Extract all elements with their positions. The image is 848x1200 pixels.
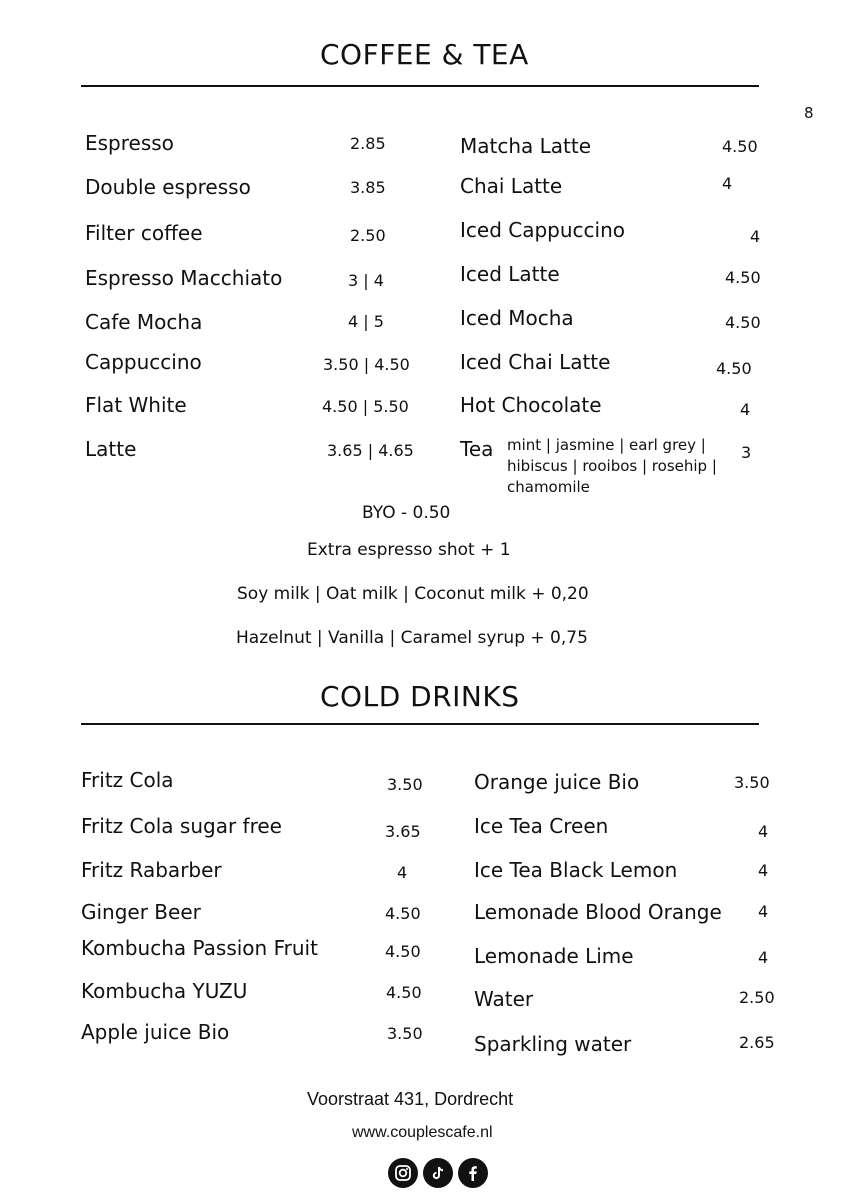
menu-item-name: Lemonade Lime (474, 944, 634, 968)
menu-item-name: Ginger Beer (81, 900, 201, 924)
menu-item-price: 2.85 (350, 134, 386, 153)
menu-item-name: Iced Chai Latte (460, 350, 611, 374)
menu-item-price: 3 | 4 (348, 271, 384, 290)
menu-item-name: Chai Latte (460, 174, 563, 198)
menu-item-price: 4 (758, 822, 769, 841)
menu-item-price: 4 (740, 400, 751, 419)
menu-item-price: 3.65 | 4.65 (327, 441, 414, 460)
menu-item-price: 4 (750, 227, 761, 246)
menu-item-name: Matcha Latte (460, 134, 592, 158)
cold-drinks-divider (81, 723, 759, 725)
menu-item-name: Espresso Macchiato (85, 266, 283, 290)
page-number: 8 (804, 104, 814, 122)
menu-item-name: Water (474, 987, 534, 1011)
facebook-icon[interactable] (458, 1158, 488, 1188)
tiktok-icon[interactable] (423, 1158, 453, 1188)
menu-item-name: Lemonade Blood Orange (474, 900, 722, 924)
cold-drinks-title: COLD DRINKS (320, 680, 520, 713)
menu-item-price: 3.50 (734, 773, 770, 792)
menu-item-price: 2.50 (739, 988, 775, 1007)
menu-item-price: 4.50 (722, 137, 758, 156)
menu-item-name: Hot Chocolate (460, 393, 602, 417)
menu-item-price: 3.50 | 4.50 (323, 355, 410, 374)
menu-item-price: 4.50 (385, 942, 421, 961)
menu-item-price: 3.50 (387, 775, 423, 794)
menu-item-price: 3.50 (387, 1024, 423, 1043)
menu-item-name: Fritz Cola (81, 768, 174, 792)
menu-item-price: 3.65 (385, 822, 421, 841)
coffee-tea-divider (81, 85, 759, 87)
menu-item-price: 2.65 (739, 1033, 775, 1052)
menu-item-name: Cafe Mocha (85, 310, 203, 334)
extra-note: Extra espresso shot + 1 (307, 540, 511, 560)
menu-item-name: Filter coffee (85, 221, 203, 245)
menu-item-price: 3.85 (350, 178, 386, 197)
menu-item-name: Tea (460, 437, 494, 461)
coffee-tea-title: COFFEE & TEA (320, 38, 529, 71)
extra-note: Soy milk | Oat milk | Coconut milk + 0,20 (237, 584, 589, 604)
menu-item-price: 4 (758, 861, 769, 880)
menu-item-name: Sparkling water (474, 1032, 632, 1056)
menu-item-name: Cappuccino (85, 350, 202, 374)
menu-item-price: 4 (397, 863, 408, 882)
menu-item-name: Ice Tea Black Lemon (474, 858, 678, 882)
menu-item-price: 4 (722, 174, 733, 193)
menu-item-name: Apple juice Bio (81, 1020, 230, 1044)
menu-item-name: Fritz Cola sugar free (81, 814, 282, 838)
menu-item-price: 4.50 (716, 359, 752, 378)
menu-item-name: Latte (85, 437, 137, 461)
menu-item-name: Iced Latte (460, 262, 560, 286)
menu-item-name: Iced Cappuccino (460, 218, 625, 242)
website-link[interactable]: www.couplescafe.nl (352, 1124, 493, 1141)
menu-item-price: 4 (758, 902, 769, 921)
menu-item-name: Orange juice Bio (474, 770, 640, 794)
address: Voorstraat 431, Dordrecht (307, 1089, 514, 1109)
menu-item-name: Fritz Rabarber (81, 858, 222, 882)
menu-item-price: 4.50 | 5.50 (322, 397, 409, 416)
menu-item-name: Flat White (85, 393, 187, 417)
extra-note: Hazelnut | Vanilla | Caramel syrup + 0,75 (236, 628, 588, 648)
menu-item-name: Iced Mocha (460, 306, 574, 330)
menu-item-price: 3 (741, 443, 752, 462)
menu-item-name: Kombucha Passion Fruit (81, 936, 318, 960)
instagram-icon[interactable] (388, 1158, 418, 1188)
menu-item-price: 4.50 (385, 904, 421, 923)
extra-note: BYO - 0.50 (362, 503, 451, 523)
menu-item-name: Espresso (85, 131, 174, 155)
menu-item-price: 4 (758, 948, 769, 967)
menu-item-price: 2.50 (350, 226, 386, 245)
menu-item-price: 4 | 5 (348, 312, 384, 331)
menu-item-name: Ice Tea Creen (474, 814, 609, 838)
tea-varieties: mint | jasmine | earl grey | hibiscus | rooibos | rosehip | chamomile (507, 436, 717, 496)
menu-item-name: Double espresso (85, 175, 251, 199)
menu-item-price: 4.50 (725, 268, 761, 287)
menu-item-name: Kombucha YUZU (81, 979, 248, 1003)
menu-item-price: 4.50 (725, 313, 761, 332)
menu-item-price: 4.50 (386, 983, 422, 1002)
